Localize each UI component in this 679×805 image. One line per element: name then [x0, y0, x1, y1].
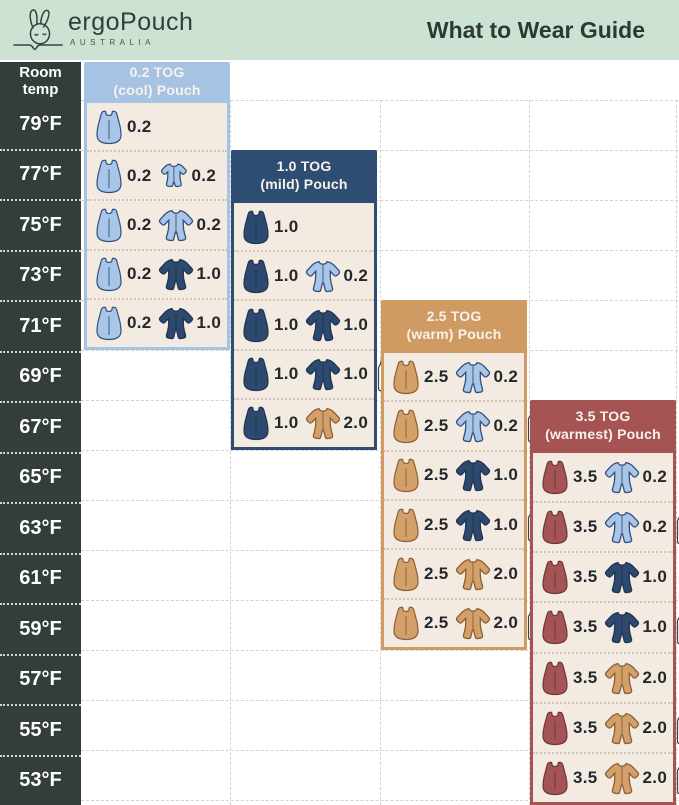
garment-item	[604, 560, 668, 594]
sleep-bag-icon	[391, 359, 421, 395]
sleep-bag-icon	[241, 258, 271, 294]
page-title: What to Wear Guide	[426, 16, 645, 43]
pajama-icon	[604, 761, 640, 795]
romper-icon	[158, 162, 189, 190]
garment-row	[87, 150, 227, 199]
tog-value: 1.0	[196, 264, 222, 284]
tog-box-3-5-warmest	[530, 400, 676, 805]
tog-value: 2.5	[424, 415, 449, 435]
tog-value: 1.0	[343, 315, 369, 334]
temp-row: 61°F	[0, 553, 81, 604]
garment-item	[158, 306, 222, 340]
temp-row: 69°F	[0, 351, 81, 402]
tog-value: 1.0	[274, 364, 299, 384]
tog-value: 3.5	[573, 617, 598, 637]
temp-column	[0, 62, 81, 805]
garment-row	[384, 353, 524, 400]
tog-value: 2.5	[424, 366, 449, 386]
pajama-icon	[604, 460, 640, 494]
pajama-icon	[305, 259, 341, 293]
garment-row	[384, 450, 524, 499]
tog-header-line1: 0.2 TOG	[129, 63, 185, 80]
garment-item	[305, 357, 369, 391]
sleep-bag-icon	[540, 609, 570, 645]
temp-row: 53°F	[0, 755, 81, 805]
garment-item	[94, 109, 152, 145]
garment-item	[540, 609, 598, 645]
garment-item	[673, 610, 679, 645]
tog-value: 0.2	[493, 366, 519, 386]
pajama-icon	[455, 458, 491, 492]
tog-value: 0.2	[343, 265, 369, 285]
tog-value: 0.2	[127, 116, 152, 136]
sleep-bag-icon	[540, 660, 570, 696]
garment-item	[94, 305, 152, 341]
tog-value: 3.5	[573, 717, 598, 737]
garment-row	[533, 652, 673, 702]
sleep-bag-icon	[94, 109, 124, 145]
garment-item	[158, 257, 222, 291]
garment-item	[455, 557, 519, 591]
pajama-icon	[455, 508, 491, 542]
tog-header-line1: 3.5 TOG	[575, 407, 631, 424]
temp-rows	[0, 100, 81, 805]
temp-row: 55°F	[0, 704, 81, 755]
sleep-bag-icon	[94, 256, 124, 292]
garment-item	[391, 457, 449, 493]
tog-value: 3.5	[573, 517, 598, 537]
garment-row	[384, 499, 524, 548]
tog-value: 1.0	[274, 413, 299, 433]
sleep-bag-icon	[391, 507, 421, 543]
garment-item	[305, 406, 369, 440]
tog-value: 3.5	[573, 567, 598, 587]
sleep-bag-icon	[540, 760, 570, 796]
garment-item	[604, 510, 668, 544]
sleep-bag-icon	[540, 710, 570, 746]
temp-row: 73°F	[0, 250, 81, 301]
garment-item	[604, 711, 668, 745]
pajama-icon	[455, 360, 491, 394]
brand-name: ergoPouch	[68, 8, 194, 36]
garment-item	[540, 660, 598, 696]
rabbit-logo-icon	[12, 7, 64, 53]
garment-row	[234, 398, 374, 447]
pajama-icon	[455, 409, 491, 443]
sleep-bag-icon	[241, 356, 271, 392]
brand-subtitle: AUSTRALIA	[70, 38, 155, 47]
temp-row: 77°F	[0, 149, 81, 200]
temp-row: 63°F	[0, 502, 81, 553]
tog-value: 0.2	[493, 415, 519, 435]
temp-row: 65°F	[0, 452, 81, 503]
tog-value: 2.0	[493, 613, 519, 633]
tog-value: 3.5	[573, 467, 598, 487]
tog-value: 2.0	[343, 413, 369, 433]
pajama-icon	[604, 510, 640, 544]
tog-body	[530, 450, 676, 805]
tog-header-line2: (warmest) Pouch	[545, 426, 661, 442]
sleep-bag-icon	[241, 307, 271, 343]
tog-header-line2: (warm) Pouch	[406, 326, 502, 342]
tog-header	[231, 150, 377, 200]
grid-line-vertical	[676, 100, 677, 805]
temp-header-line1: Room	[19, 63, 62, 81]
garment-row	[533, 551, 673, 601]
singlet-icon	[673, 510, 679, 545]
pajama-icon	[305, 308, 341, 342]
tog-value: 0.2	[127, 264, 152, 284]
tog-value: 0.2	[127, 215, 152, 234]
tog-value: 1.0	[343, 364, 369, 384]
tog-value: 0.2	[642, 517, 668, 537]
tog-value: 1.0	[493, 514, 519, 534]
tog-body	[84, 100, 230, 350]
tog-value: 2.0	[493, 563, 519, 583]
page-header	[0, 0, 679, 60]
garment-row	[533, 752, 673, 802]
sleep-bag-icon	[241, 209, 271, 245]
tog-value: 2.0	[642, 667, 668, 687]
pajama-icon	[305, 406, 341, 440]
sleep-bag-icon	[391, 408, 421, 444]
garment-item	[673, 710, 679, 745]
garment-item	[391, 359, 449, 395]
pajama-icon	[158, 306, 194, 340]
garment-item	[305, 259, 369, 293]
tog-value: 2.5	[424, 465, 449, 485]
tog-value: 1.0	[196, 313, 222, 333]
tog-value: 1.0	[274, 216, 299, 236]
garment-row	[533, 601, 673, 651]
sleep-bag-icon	[391, 605, 421, 641]
chart-board	[0, 60, 679, 805]
garment-item	[94, 207, 152, 243]
sleep-bag-icon	[540, 509, 570, 545]
tog-value: 2.5	[424, 613, 449, 633]
garment-row	[234, 250, 374, 299]
temp-row: 57°F	[0, 654, 81, 705]
temp-header-line2: temp	[22, 81, 59, 98]
temp-row: 67°F	[0, 401, 81, 452]
sleep-bag-icon	[391, 556, 421, 592]
tog-value: 2.0	[642, 767, 668, 787]
garment-item	[241, 307, 299, 343]
pajama-icon	[305, 357, 341, 391]
garment-item	[241, 356, 299, 392]
garment-item	[391, 507, 449, 543]
temp-column-header	[0, 62, 81, 100]
pajama-icon	[604, 560, 640, 594]
garment-item	[391, 556, 449, 592]
garment-item	[94, 158, 152, 194]
garment-row	[87, 249, 227, 298]
garment-item	[455, 606, 519, 640]
garment-row	[384, 598, 524, 647]
garment-row	[384, 548, 524, 597]
garment-item	[455, 508, 519, 542]
pajama-icon	[604, 610, 640, 644]
singlet-icon	[673, 760, 679, 795]
sleep-bag-icon	[241, 405, 271, 441]
garment-item	[305, 308, 369, 342]
tog-body	[381, 350, 527, 650]
garment-row	[533, 453, 673, 501]
garment-item	[391, 408, 449, 444]
sleep-bag-icon	[540, 559, 570, 595]
garment-item	[94, 256, 152, 292]
garment-item	[455, 458, 519, 492]
garment-item	[158, 208, 222, 242]
garment-item	[241, 405, 299, 441]
garment-item	[673, 760, 679, 795]
singlet-icon	[673, 710, 679, 745]
garment-item	[604, 610, 668, 644]
pajama-icon	[604, 661, 640, 695]
garment-item	[455, 409, 519, 443]
garment-row	[384, 400, 524, 449]
tog-value: 1.0	[493, 465, 519, 485]
garment-row	[533, 501, 673, 551]
garment-row	[234, 203, 374, 250]
garment-row	[533, 702, 673, 752]
garment-item	[540, 559, 598, 595]
temp-row: 75°F	[0, 199, 81, 250]
sleep-bag-icon	[94, 305, 124, 341]
garment-item	[158, 162, 217, 190]
temp-row: 59°F	[0, 603, 81, 654]
garment-item	[241, 258, 299, 294]
tog-value: 1.0	[274, 265, 299, 285]
pajama-icon	[455, 557, 491, 591]
garment-item	[604, 661, 668, 695]
tog-header-line2: (mild) Pouch	[260, 176, 348, 192]
tog-box-2-5-warm	[381, 300, 527, 650]
tog-value: 1.0	[274, 315, 299, 334]
sleep-bag-icon	[94, 207, 124, 243]
tog-header	[381, 300, 527, 350]
garment-item	[241, 209, 299, 245]
tog-value: 0.2	[196, 215, 222, 234]
garment-row	[234, 299, 374, 348]
tog-value: 0.2	[127, 313, 152, 333]
tog-value: 3.5	[573, 767, 598, 787]
tog-body	[231, 200, 377, 450]
tog-value: 3.5	[573, 667, 598, 687]
sleep-bag-icon	[94, 158, 124, 194]
tog-header	[530, 400, 676, 450]
garment-row	[87, 103, 227, 150]
temp-row: 79°F	[19, 112, 62, 135]
tog-header-line1: 1.0 TOG	[276, 157, 332, 174]
tog-header-line2: (cool) Pouch	[113, 82, 201, 98]
temp-row: 71°F	[0, 300, 81, 351]
pajama-icon	[158, 257, 194, 291]
tog-value: 2.5	[424, 514, 449, 534]
garment-item	[540, 459, 598, 495]
tog-value: 0.2	[191, 165, 217, 185]
tog-header-line1: 2.5 TOG	[426, 307, 482, 324]
brand-logo	[12, 7, 193, 53]
garment-row	[87, 199, 227, 248]
tog-value: 0.2	[642, 467, 668, 487]
sleep-bag-icon	[540, 459, 570, 495]
garment-row	[234, 349, 374, 398]
tog-value: 2.0	[642, 717, 668, 737]
tog-box-0-2-cool	[84, 62, 230, 350]
pajama-icon	[604, 711, 640, 745]
garment-item	[604, 761, 668, 795]
garment-item	[455, 360, 519, 394]
tog-value: 1.0	[642, 617, 668, 637]
tog-header	[84, 62, 230, 100]
sleep-bag-icon	[391, 457, 421, 493]
garment-item	[540, 509, 598, 545]
garment-item	[391, 605, 449, 641]
garment-row	[87, 298, 227, 347]
garment-item	[540, 760, 598, 796]
garment-item	[673, 510, 679, 545]
garment-item	[604, 460, 668, 494]
tog-value: 2.5	[424, 563, 449, 583]
tog-value: 0.2	[127, 165, 152, 185]
pajama-icon	[455, 606, 491, 640]
tog-value: 1.0	[642, 567, 668, 587]
pajama-icon	[158, 208, 194, 242]
singlet-icon	[673, 610, 679, 645]
garment-item	[540, 710, 598, 746]
tog-box-1-0-mild	[231, 150, 377, 450]
